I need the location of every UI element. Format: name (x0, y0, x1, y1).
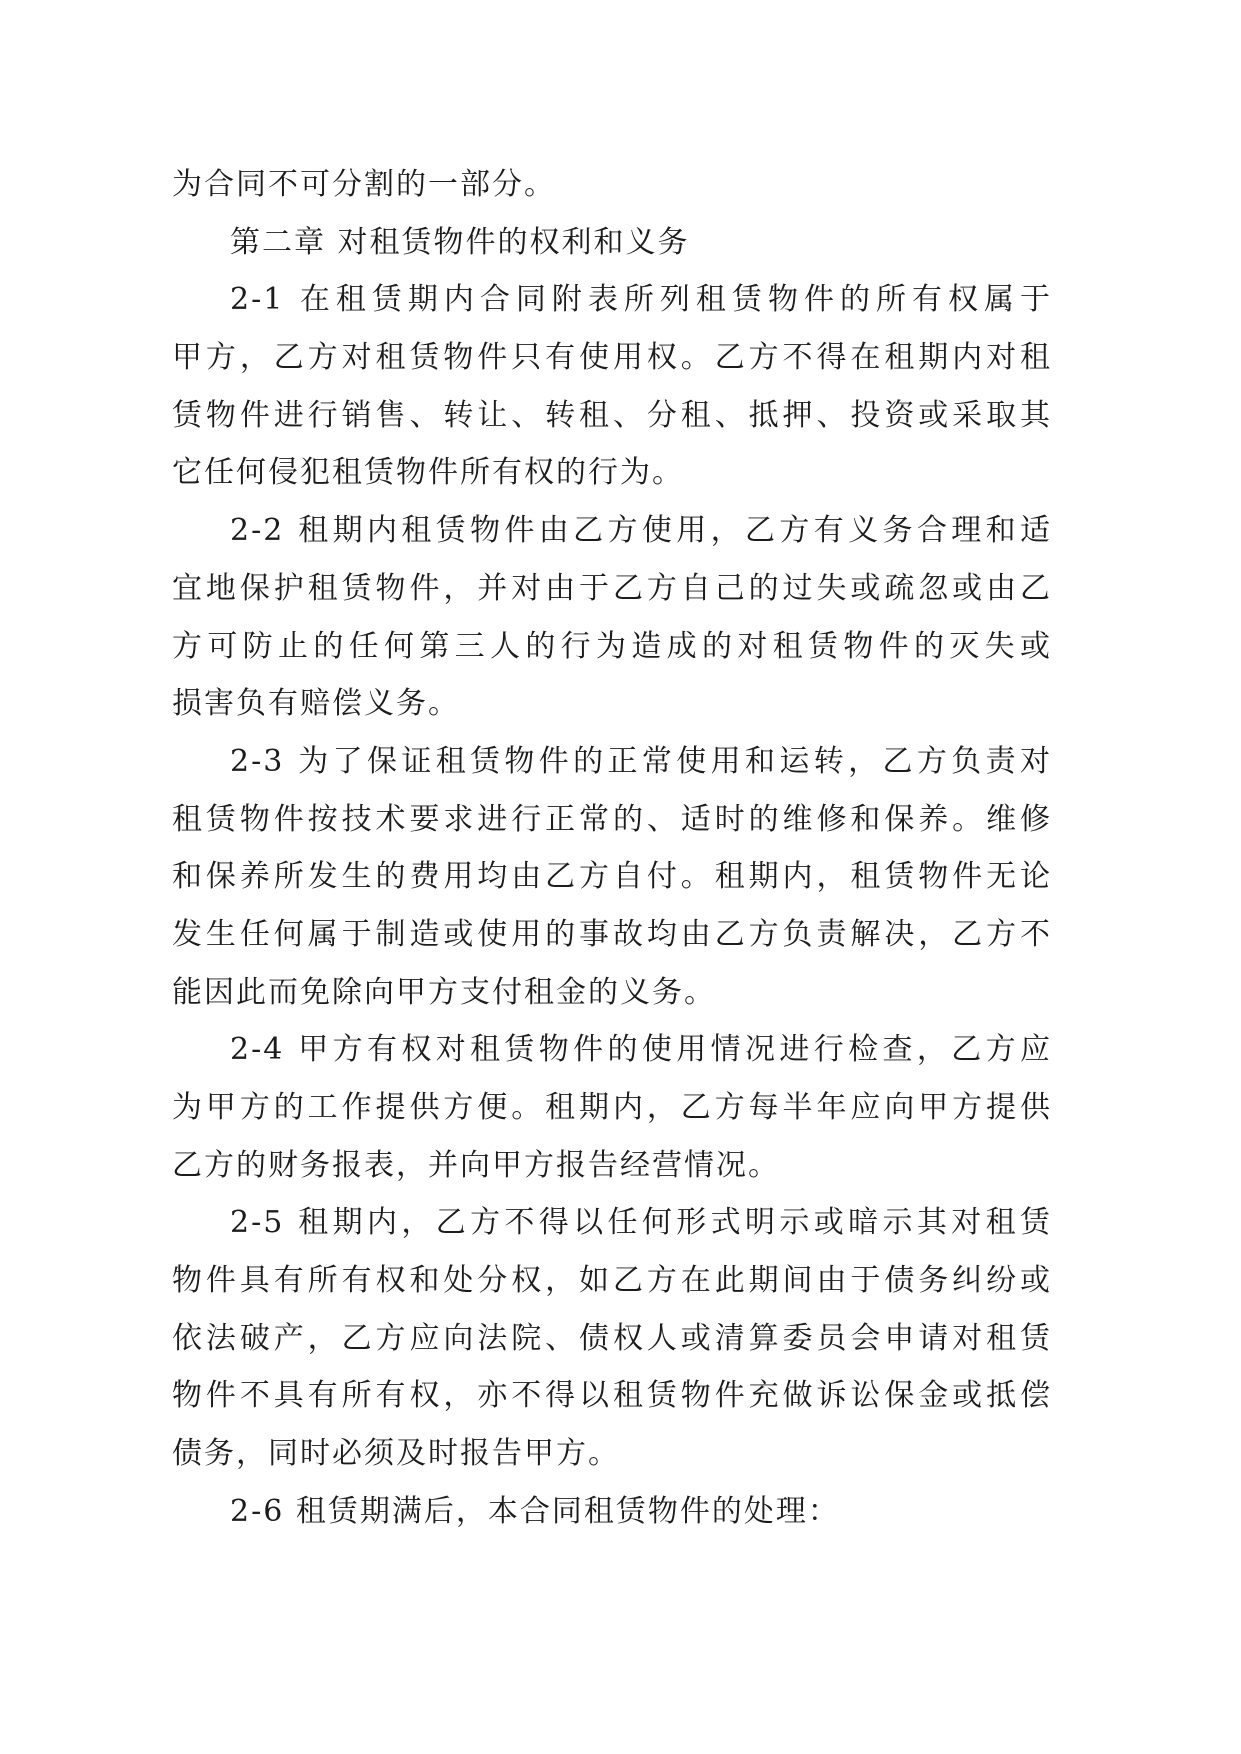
text-line: 为合同不可分割的一部分。 (172, 167, 556, 202)
continued-paragraph (172, 156, 1052, 214)
chapter-heading-text: 第二章 对租赁物件的权利和义务 (230, 224, 690, 260)
text-line: 2-4 甲方有权对租赁物件的使用情况进行检查，乙方应 (230, 1032, 1052, 1068)
text-line: 发生任何属于制造或使用的事故均由乙方负责解决，乙方不 (172, 916, 1052, 952)
clause-2-3 (172, 733, 1052, 1021)
clause-2-1 (172, 271, 1052, 502)
clause-2-5 (172, 1194, 1052, 1482)
text-line: 甲方，乙方对租赁物件只有使用权。乙方不得在租期内对租 (172, 340, 1052, 376)
clause-2-6 (172, 1483, 1052, 1541)
text-line: 依法破产，乙方应向法院、债权人或清算委员会申请对租赁 (172, 1320, 1052, 1356)
text-line: 租赁物件按技术要求进行正常的、适时的维修和保养。维修 (172, 801, 1052, 837)
text-line: 物件不具有所有权，亦不得以租赁物件充做诉讼保金或抵偿 (172, 1378, 1052, 1414)
text-line: 为甲方的工作提供方便。租期内，乙方每半年应向甲方提供 (172, 1090, 1052, 1125)
text-line: 2-1 在租赁期内合同附表所列租赁物件的所有权属于 (230, 282, 1052, 318)
document-body (172, 156, 1052, 1541)
text-line: 2-3 为了保证租赁物件的正常使用和运转，乙方负责对 (230, 743, 1052, 779)
text-line: 方可防止的任何第三人的行为造成的对租赁物件的灭失或 (172, 628, 1052, 664)
text-line: 能因此而免除向甲方支付租金的义务。 (172, 974, 716, 1010)
clause-2-2 (172, 502, 1052, 733)
text-line: 物件具有所有权和处分权，如乙方在此期间由于债务纠纷或 (172, 1263, 1052, 1299)
clause-2-4 (172, 1021, 1052, 1194)
text-line: 债务，同时必须及时报告甲方。 (172, 1436, 620, 1472)
text-line: 乙方的财务报表，并向甲方报告经营情况。 (172, 1147, 780, 1183)
text-line: 2-5 租期内，乙方不得以任何形式明示或暗示其对租赁 (230, 1205, 1052, 1241)
text-line: 它任何侵犯租赁物件所有权的行为。 (172, 455, 684, 491)
text-line: 赁物件进行销售、转让、转租、分租、抵押、投资或采取其 (172, 397, 1052, 433)
text-line: 和保养所发生的费用均由乙方自付。租期内，租赁物件无论 (172, 859, 1052, 895)
text-line: 2-2 租期内租赁物件由乙方使用，乙方有义务合理和适 (230, 513, 1052, 549)
text-line: 宜地保护租赁物件，并对由于乙方自己的过失或疏忽或由乙 (172, 570, 1052, 606)
chapter-heading (172, 214, 1052, 272)
text-line: 2-6 租赁期满后，本合同租赁物件的处理： (230, 1493, 840, 1529)
text-line: 损害负有赔偿义务。 (172, 686, 460, 722)
